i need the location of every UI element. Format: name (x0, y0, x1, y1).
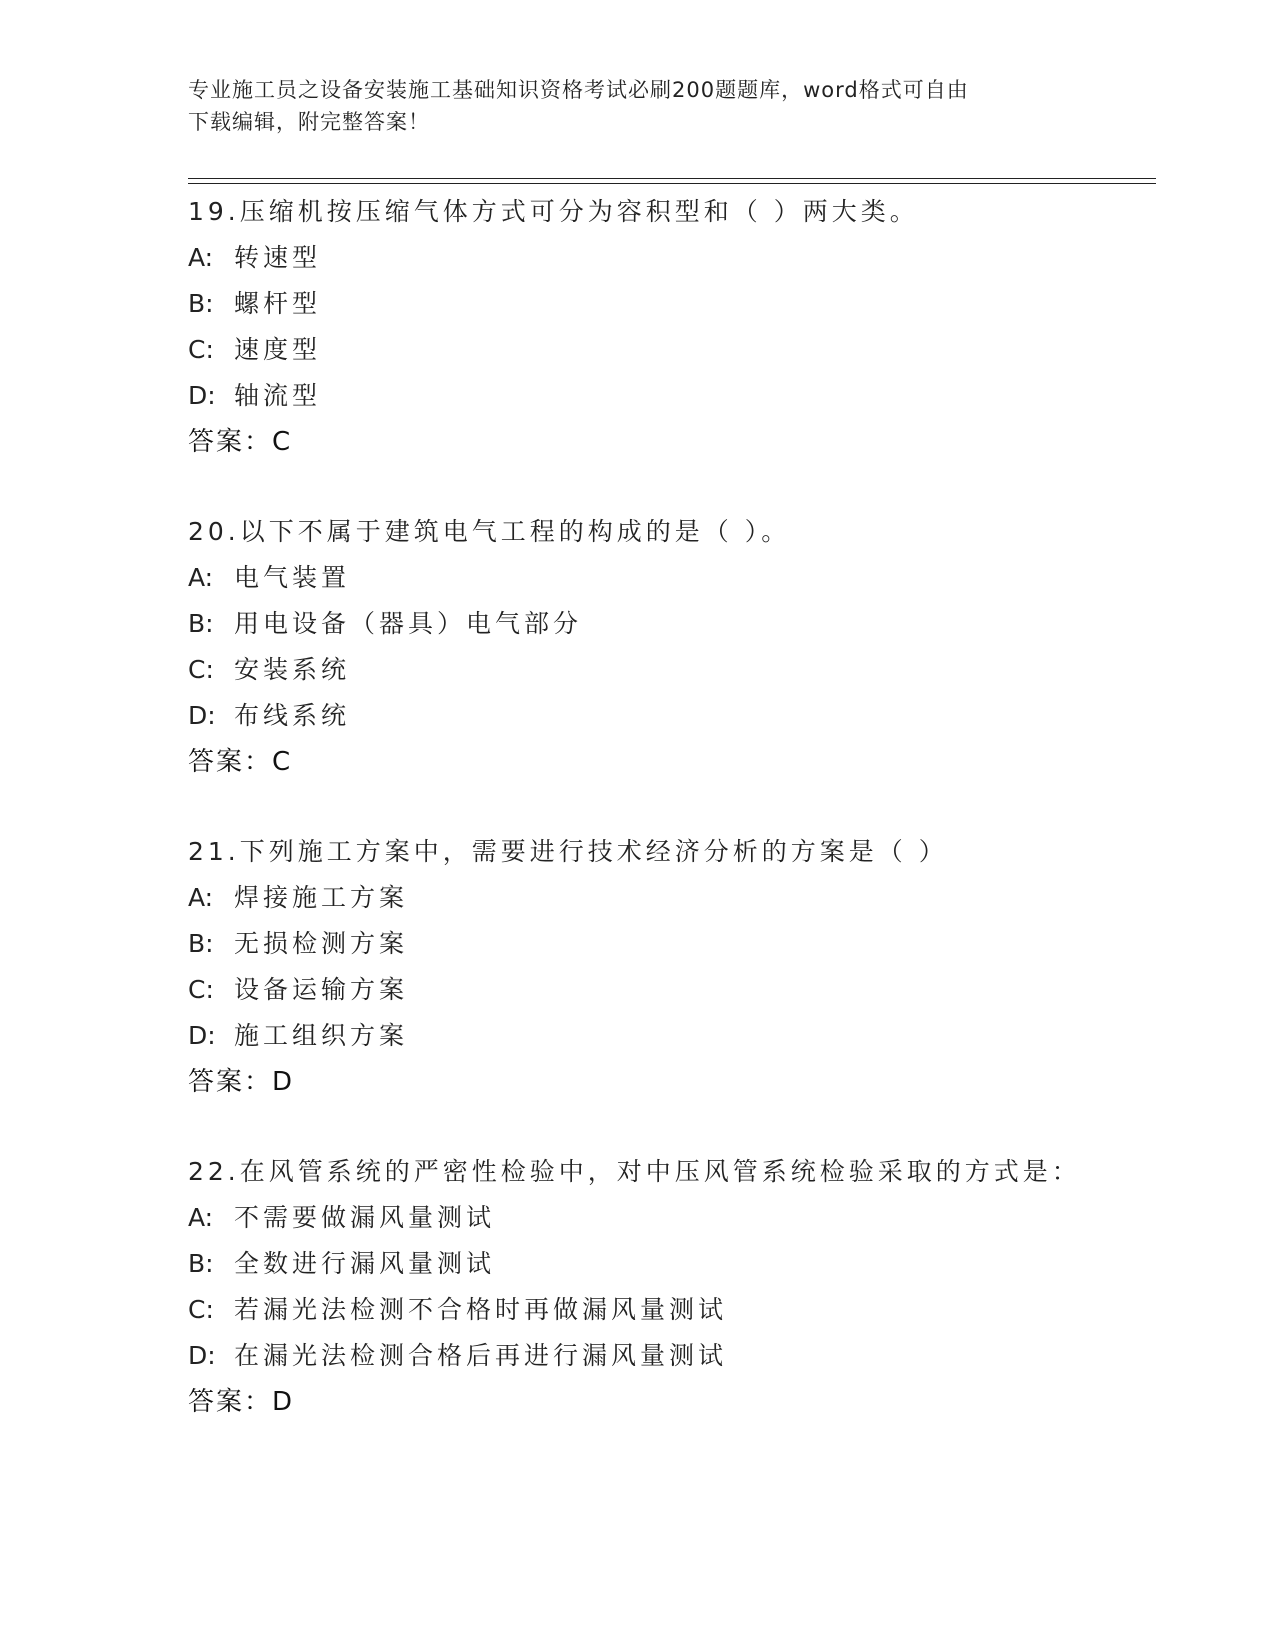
option-letter: B: (188, 929, 214, 958)
option-d (188, 373, 1148, 419)
option-text: 速度型 (234, 335, 322, 364)
option-b (188, 281, 1148, 327)
option-a (188, 875, 1148, 921)
option-text: 安装系统 (234, 655, 351, 684)
question-block (188, 1149, 1148, 1425)
option-b (188, 921, 1148, 967)
question-stem: 19.压缩机按压缩气体方式可分为容积型和（ ）两大类。 (188, 197, 919, 226)
option-letter: D: (188, 701, 216, 730)
option-letter: D: (188, 1021, 216, 1050)
option-text: 用电设备（器具）电气部分 (234, 609, 583, 638)
option-a (188, 1195, 1148, 1241)
answer-line (188, 419, 1148, 465)
option-a (188, 235, 1148, 281)
option-text: 转速型 (234, 243, 322, 272)
question-stem: 22.在风管系统的严密性检验中，对中压风管系统检验采取的方式是： (188, 1157, 1081, 1186)
answer-value: D (272, 1387, 293, 1417)
option-d (188, 1013, 1148, 1059)
option-text: 施工组织方案 (234, 1021, 409, 1050)
option-letter: D: (188, 1341, 216, 1370)
option-letter: A: (188, 243, 214, 272)
answer-label: 答案： (188, 1067, 273, 1097)
option-c (188, 967, 1148, 1013)
answer-value: C (272, 427, 291, 457)
option-text: 若漏光法检测不合格时再做漏风量测试 (234, 1295, 728, 1324)
option-text: 焊接施工方案 (234, 883, 409, 912)
option-d (188, 693, 1148, 739)
answer-value: D (272, 1067, 293, 1097)
header-line-2: 下载编辑，附完整答案！ (188, 110, 430, 134)
option-text: 螺杆型 (234, 289, 322, 318)
option-a (188, 555, 1148, 601)
option-letter: B: (188, 1249, 214, 1278)
option-letter: B: (188, 289, 214, 318)
answer-value: C (272, 747, 291, 777)
question-block (188, 829, 1148, 1105)
option-text: 全数进行漏风量测试 (234, 1249, 496, 1278)
option-letter: C: (188, 335, 214, 364)
option-letter: B: (188, 609, 214, 638)
option-b (188, 601, 1148, 647)
header-line-1: 专业施工员之设备安装施工基础知识资格考试必刷200题题库，word格式可自由 (188, 78, 969, 102)
question-stem: 21.下列施工方案中，需要进行技术经济分析的方案是（ ） (188, 837, 948, 866)
option-letter: C: (188, 975, 214, 1004)
option-letter: D: (188, 381, 216, 410)
answer-line (188, 1059, 1148, 1105)
option-text: 电气装置 (234, 563, 351, 592)
option-text: 设备运输方案 (234, 975, 409, 1004)
option-b (188, 1241, 1148, 1287)
answer-line (188, 1379, 1148, 1425)
option-text: 在漏光法检测合格后再进行漏风量测试 (234, 1341, 728, 1370)
option-letter: A: (188, 563, 214, 592)
option-letter: A: (188, 1203, 214, 1232)
question-stem: 20.以下不属于建筑电气工程的构成的是（ ）。 (188, 517, 791, 546)
option-d (188, 1333, 1148, 1379)
option-text: 无损检测方案 (234, 929, 409, 958)
option-text: 布线系统 (234, 701, 351, 730)
answer-label: 答案： (188, 1387, 273, 1417)
question-block (188, 509, 1148, 785)
answer-label: 答案： (188, 747, 273, 777)
option-c (188, 647, 1148, 693)
option-letter: A: (188, 883, 214, 912)
answer-label: 答案： (188, 427, 273, 457)
option-c (188, 1287, 1148, 1333)
question-block (188, 189, 1148, 465)
header-divider-top (188, 178, 1156, 179)
option-c (188, 327, 1148, 373)
option-text: 轴流型 (234, 381, 322, 410)
option-letter: C: (188, 1295, 214, 1324)
document-header (188, 74, 1088, 138)
option-letter: C: (188, 655, 214, 684)
header-divider-bottom (188, 183, 1156, 184)
option-text: 不需要做漏风量测试 (234, 1203, 496, 1232)
answer-line (188, 739, 1148, 785)
